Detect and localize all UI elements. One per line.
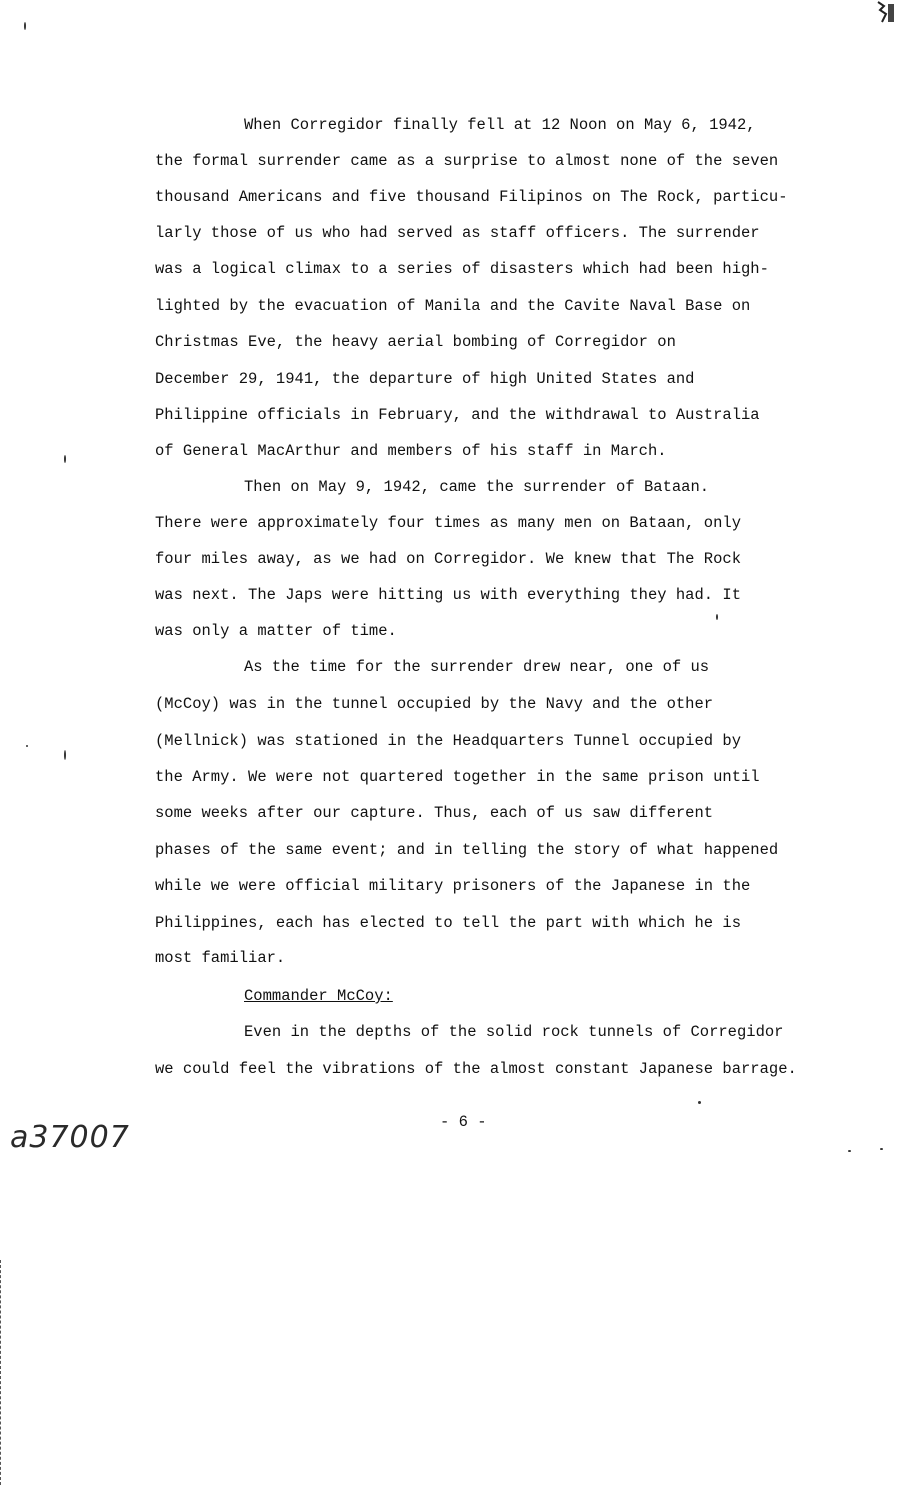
body-line: while we were official military prisoners of the Japanese in the xyxy=(155,877,751,895)
body-line: larly those of us who had served as staff officers. The surrender xyxy=(155,224,760,242)
body-line: we could feel the vibrations of the almost constant Japanese barrage. xyxy=(155,1060,797,1078)
corner-mark-icon xyxy=(874,0,898,26)
scan-speck xyxy=(24,22,26,30)
body-line: was next. The Japs were hitting us with everything they had. It xyxy=(155,586,741,604)
body-line: There were approximately four times as many men on Bataan, only xyxy=(155,514,741,532)
page-number: - 6 - xyxy=(440,1113,487,1131)
body-line: of General MacArthur and members of his staff in March. xyxy=(155,442,667,460)
body-line: (McCoy) was in the tunnel occupied by the Navy and the other xyxy=(155,695,714,713)
binding-edge xyxy=(0,1260,4,1485)
scan-speck xyxy=(716,614,718,620)
section-heading: Commander McCoy: xyxy=(244,987,393,1005)
body-line: Philippines, each has elected to tell the part with which he is xyxy=(155,914,741,932)
scan-speck xyxy=(26,745,28,747)
body-line: As the time for the surrender drew near, one of us xyxy=(244,658,710,676)
body-line: Then on May 9, 1942, came the surrender of Bataan. xyxy=(244,478,710,496)
body-line: December 29, 1941, the departure of high United States and xyxy=(155,370,695,388)
body-line: most familiar. xyxy=(155,949,286,967)
body-line: Christmas Eve, the heavy aerial bombing of Corregidor on xyxy=(155,333,676,351)
body-line: lighted by the evacuation of Manila and the Cavite Naval Base on xyxy=(155,297,751,315)
body-line: When Corregidor finally fell at 12 Noon on May 6, 1942, xyxy=(244,116,756,134)
body-line: was only a matter of time. xyxy=(155,622,397,640)
scan-speck xyxy=(698,1101,701,1104)
body-line: was a logical climax to a series of disasters which had been high- xyxy=(155,260,769,278)
body-line: Even in the depths of the solid rock tunnels of Corregidor xyxy=(244,1023,784,1041)
body-line: thousand Americans and five thousand Filipinos on The Rock, particu- xyxy=(155,188,788,206)
body-line: some weeks after our capture. Thus, each of us saw different xyxy=(155,804,714,822)
archive-code: a37007 xyxy=(10,1120,130,1155)
scan-speck xyxy=(64,455,66,463)
body-line: the formal surrender came as a surprise to almost none of the seven xyxy=(155,152,779,170)
body-line: four miles away, as we had on Corregidor. We knew that The Rock xyxy=(155,550,741,568)
scan-speck xyxy=(64,750,66,760)
scan-speck xyxy=(848,1150,851,1152)
body-line: Philippine officials in February, and the withdrawal to Australia xyxy=(155,406,760,424)
body-line: (Mellnick) was stationed in the Headquarters Tunnel occupied by xyxy=(155,732,741,750)
scan-speck xyxy=(880,1148,883,1150)
body-line: the Army. We were not quartered together in the same prison until xyxy=(155,768,760,786)
body-line: phases of the same event; and in telling the story of what happened xyxy=(155,841,779,859)
